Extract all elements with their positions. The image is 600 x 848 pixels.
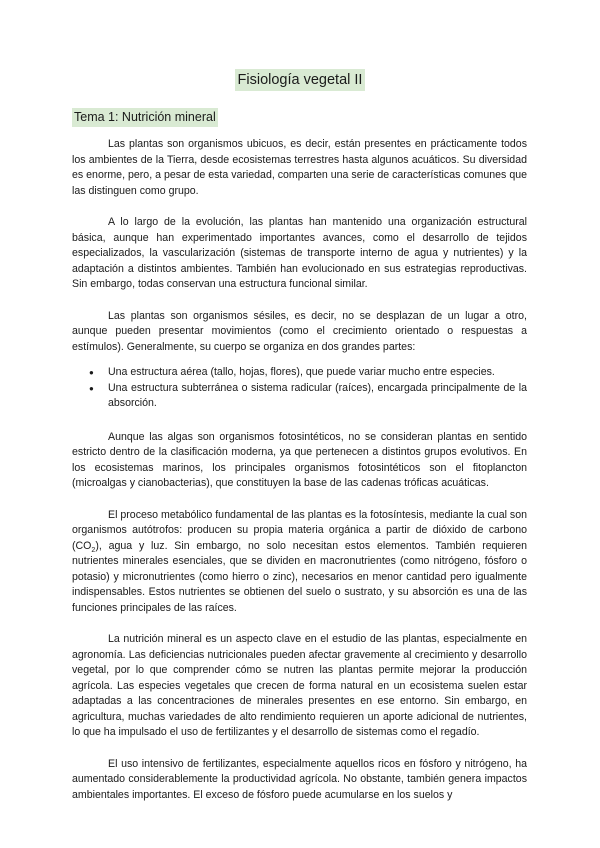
bullet-aerea: ● Una estructura aérea (tallo, hojas, flores), que puede variar mucho entre especies. xyxy=(108,365,527,381)
page-title: Fisiología vegetal II xyxy=(235,69,366,91)
paragraph-nutricion: La nutrición mineral es un aspecto clave en el estudio de las plantas, especialmente en agronomía. Las deficiencias nutricionales pueden afectar gravemente al crecimiento y desarrollo vegetal, por lo que comprender cómo se nutren las plantas permite mejorar la producción agrícola. Las especies vegetales que crecen de forma natural en un ecosistema suelen estar adaptadas a las concentraciones de minerales presentes en ese entorno. Sin embargo, en agricultura, muchas variedades de alto rendimiento requieren un aporte adicional de nutrientes, lo que ha impulsado el uso de fertilizantes y el desarrollo de sistemas como el regadío. xyxy=(72,633,527,738)
bullet-list xyxy=(72,365,527,412)
section-heading: Tema 1: Nutrición mineral xyxy=(72,108,218,127)
title-wrapper xyxy=(0,69,600,91)
paragraph-fotosintesis xyxy=(72,508,527,617)
document-body xyxy=(72,137,527,819)
fotosintesis-text-after: ), agua y luz. Sin embargo, no solo necesitan estos elementos. También requieren nutrientes minerales esenciales, que se dividen en macronutrientes (como nitrógeno, fósforo o potasio) y micronutrientes (como hierro o zinc), necesarios en menor cantidad pero igualmente indispensables. Estos nutrientes se obtienen del suelo o sustrato, y su absorción es una de las funciones principales de las raíces. xyxy=(72,539,527,614)
bullet-subterranea: ● Una estructura subterránea o sistema radicular (raíces), encargada principalmente de la absorción. xyxy=(108,381,527,412)
paragraph-fertilizantes: El uso intensivo de fertilizantes, especialmente aquellos ricos en fósforo y nitrógeno, ha aumentado considerablemente la productividad agrícola. No obstante, también genera impactos ambientales importantes. El exceso de fósforo puede acumularse en los suelos y xyxy=(72,757,527,801)
paragraph-algas: Aunque las algas son organismos fotosintéticos, no se consideran plantas en sentido estricto dentro de la clasificación moderna, ya que pertenecen a distintos grupos evolutivos. En los ecosistemas marinos, los principales organismos fotosintéticos son el fitoplancton (microalgas y cianobacterias), que constituyen la base de las cadenas tróficas acuáticas. xyxy=(72,430,527,489)
paragraph-sesiles: Las plantas son organismos sésiles, es decir, no se desplazan de un lugar a otro, aunque pueden presentar movimientos (como el crecimiento orientado o respuestas a estímulos). Generalmente, su cuerpo se organiza en dos grandes partes: xyxy=(72,309,527,353)
paragraph-ubicuos: Las plantas son organismos ubicuos, es decir, están presentes en prácticamente todos los ambientes de la Tierra, desde ecosistemas terrestres hasta algunos acuáticos. Su diversidad es enorme, pero, a pesar de esta variedad, comparten una serie de características comunes que las distinguen como grupo. xyxy=(72,138,527,197)
co2-subscript: 2 xyxy=(91,546,96,554)
fotosintesis-text-before: El proceso metabólico fundamental de las plantas es la fotosíntesis, mediante la cual son organismos autótrofos: producen su propia materia orgánica a partir de dióxido de carbono (CO xyxy=(72,508,527,552)
paragraph-evolucion: A lo largo de la evolución, las plantas han mantenido una organización estructural básica, aunque han experimentado importantes avances, como el desarrollo de tejidos especializados, la vascularización (sistemas de transporte interno de agua y nutrientes) y la adaptación a distintos ambientes. También han evolucionado en sus estrategias reproductivas. Sin embargo, todas conservan una estructura funcional similar. xyxy=(72,216,527,290)
